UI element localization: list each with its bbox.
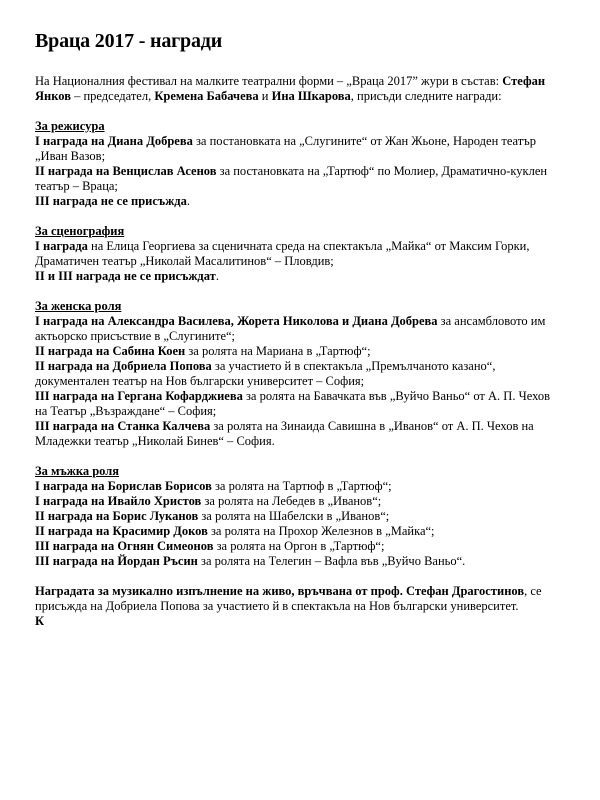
award-title: II награда на Сабина Коен	[35, 344, 186, 358]
award-description: за ролята на Телегин – Вафла във „Вуйчо Ваньо“.	[197, 554, 466, 568]
female-role-section	[35, 299, 565, 449]
female-role-heading: За женска роля	[35, 299, 122, 313]
end-mark	[35, 614, 565, 629]
award-title: I награда на Диана Добрева	[35, 134, 193, 148]
award-line	[35, 554, 565, 569]
award-title: III награда на Огнян Симеонов	[35, 539, 214, 553]
directing-section	[35, 119, 565, 209]
award-title: III награда не се присъжда	[35, 194, 187, 208]
music-award-paragraph	[35, 584, 565, 614]
award-line	[35, 509, 565, 524]
award-title: II награда на Венцислав Асенов	[35, 164, 217, 178]
jury-member-2-name: Ина Шкарова	[271, 89, 351, 103]
award-line	[35, 524, 565, 539]
intro-text-2: – председател,	[70, 89, 155, 103]
intro-paragraph	[35, 74, 565, 104]
award-description: на Елица Георгиева за сценичната среда на спектакъла „Майка“ от Максим Горки, Драматичен театър „Николай Масалитинов“ – Пловдив;	[35, 239, 530, 268]
award-description: .	[186, 194, 190, 208]
award-description: за ролята на Лебедев в „Иванов“;	[201, 494, 382, 508]
award-description: за ролята на Прохор Железнов в „Майка“;	[207, 524, 435, 538]
award-description: за ролята на Оргон в „Тартюф“;	[213, 539, 385, 553]
award-title: III награда на Гергана Кофарджиева	[35, 389, 243, 403]
award-description: за постановката на „Тартюф“ по Молиер, Драматично-куклен театър – Враца;	[35, 164, 548, 193]
scenography-heading: За сценография	[35, 224, 125, 238]
award-line	[35, 479, 565, 494]
award-title: II награда на Добриела Попова	[35, 359, 212, 373]
award-description: за постановката на „Слугините“ от Жан Жьоне, Народен театър „Иван Вазов;	[35, 134, 536, 163]
award-title: I награда на Ивайло Христов	[35, 494, 202, 508]
male-role-heading: За мъжка роля	[35, 464, 120, 478]
award-line	[35, 164, 565, 194]
award-title: II и III награда не се присъждат	[35, 269, 216, 283]
jury-member-1-name: Кремена Бабачева	[154, 89, 259, 103]
music-award-description: , се присъжда на Добриела Попова за участието й в спектакъла на Нов български университет.	[35, 584, 542, 613]
male-role-section	[35, 464, 565, 569]
award-description: за ансамбловото им актьорско присъствие в „Слугините“;	[35, 314, 546, 343]
award-title: I награда на Александра Василева, Жорета Николова и Диана Добрева	[35, 314, 438, 328]
award-line	[35, 194, 565, 209]
award-description: за ролята на Тартюф в „Тартюф“;	[211, 479, 392, 493]
award-line	[35, 419, 565, 449]
award-line	[35, 239, 565, 269]
award-line	[35, 269, 565, 284]
award-description: за участието й в спектакъла „Премълчаното казано“, документален театър на Нов български университет – София;	[35, 359, 496, 388]
award-line	[35, 314, 565, 344]
intro-text-4: , присъди следните награди:	[350, 89, 502, 103]
document-page	[35, 30, 565, 629]
award-line	[35, 134, 565, 164]
award-title: I награда	[35, 239, 88, 253]
award-description: за ролята на Зинаида Савишна в „Иванов“ от А. П. Чехов на Младежки театър „Николай Бинев“ – София.	[35, 419, 534, 448]
award-line	[35, 389, 565, 419]
award-title: III награда на Йордан Ръсин	[35, 554, 198, 568]
award-title: I награда на Борислав Борисов	[35, 479, 212, 493]
intro-text-3: и	[258, 89, 272, 103]
page-title: Враца 2017 - награди	[35, 30, 223, 52]
award-title: III награда на Станка Калчева	[35, 419, 211, 433]
jury-chair-name: Стефан Янков	[35, 74, 546, 103]
award-title: II награда на Борис Луканов	[35, 509, 199, 523]
award-description: .	[215, 269, 219, 283]
directing-heading: За режисура	[35, 119, 105, 133]
award-line	[35, 494, 565, 509]
award-title: II награда на Красимир Доков	[35, 524, 208, 538]
end-letter: К	[35, 614, 45, 628]
award-line	[35, 359, 565, 389]
award-description: за ролята на Мариана в „Тартюф“;	[185, 344, 371, 358]
music-award-title: Наградата за музикално изпълнение на живо, връчвана от проф. Стефан Драгостинов	[35, 584, 525, 598]
award-description: за ролята на Бавачката във „Вуйчо Ваньо“ от А. П. Чехов на Театър „Възраждане“ – София;	[35, 389, 551, 418]
scenography-section	[35, 224, 565, 284]
award-description: за ролята на Шабелски в „Иванов“;	[198, 509, 390, 523]
award-line	[35, 539, 565, 554]
award-line	[35, 344, 565, 359]
intro-text-1: На Националния фестивал на малките театрални форми – „Враца 2017” жури в състав:	[35, 74, 503, 88]
